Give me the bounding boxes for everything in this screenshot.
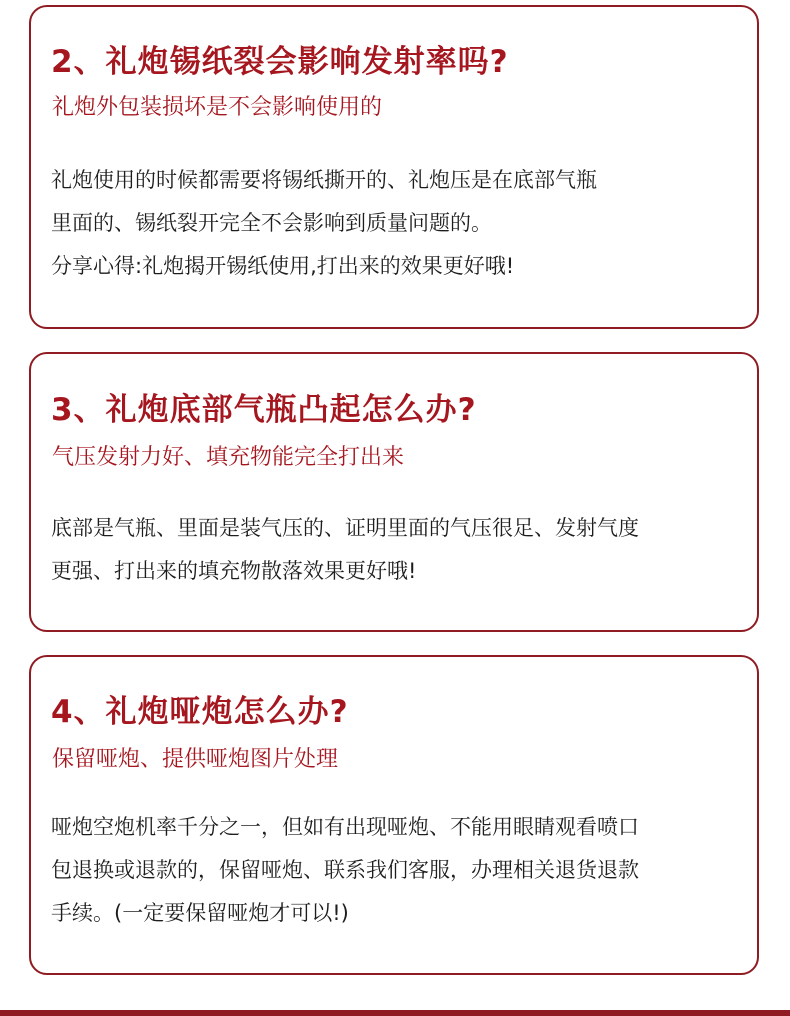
faq-answer: [51, 159, 597, 288]
faq-answer-line: 分享心得:礼炮揭开锡纸使用,打出来的效果更好哦!: [51, 254, 515, 278]
faq-answer-line: 礼炮使用的时候都需要将锡纸撕开的、礼炮压是在底部气瓶: [51, 168, 597, 192]
faq-answer-line: 更强、打出来的填充物散落效果更好哦!: [51, 559, 417, 583]
bottom-divider: [0, 1010, 790, 1016]
faq-title: 4、礼炮哑炮怎么办?: [51, 694, 349, 730]
faq-answer: [51, 806, 639, 935]
faq-answer-line: 手续。(一定要保留哑炮才可以!): [51, 901, 349, 925]
faq-answer-line: 里面的、锡纸裂开完全不会影响到质量问题的。: [51, 211, 492, 235]
faq-card-3: [29, 352, 759, 632]
faq-card-4: [29, 655, 759, 975]
faq-subtitle: 礼炮外包装损坏是不会影响使用的: [52, 95, 383, 120]
faq-answer: [51, 507, 639, 593]
faq-answer-line: 底部是气瓶、里面是装气压的、证明里面的气压很足、发射气度: [51, 516, 639, 540]
faq-title: 3、礼炮底部气瓶凸起怎么办?: [51, 392, 477, 428]
faq-subtitle: 气压发射力好、填充物能完全打出来: [52, 445, 405, 470]
faq-title: 2、礼炮锡纸裂会影响发射率吗?: [51, 44, 509, 80]
faq-card-2: [29, 5, 759, 329]
faq-subtitle: 保留哑炮、提供哑炮图片处理: [52, 747, 339, 772]
faq-answer-line: 哑炮空炮机率千分之一，但如有出现哑炮、不能用眼睛观看喷口: [51, 815, 639, 839]
faq-answer-line: 包退换或退款的，保留哑炮、联系我们客服，办理相关退货退款: [51, 858, 639, 882]
